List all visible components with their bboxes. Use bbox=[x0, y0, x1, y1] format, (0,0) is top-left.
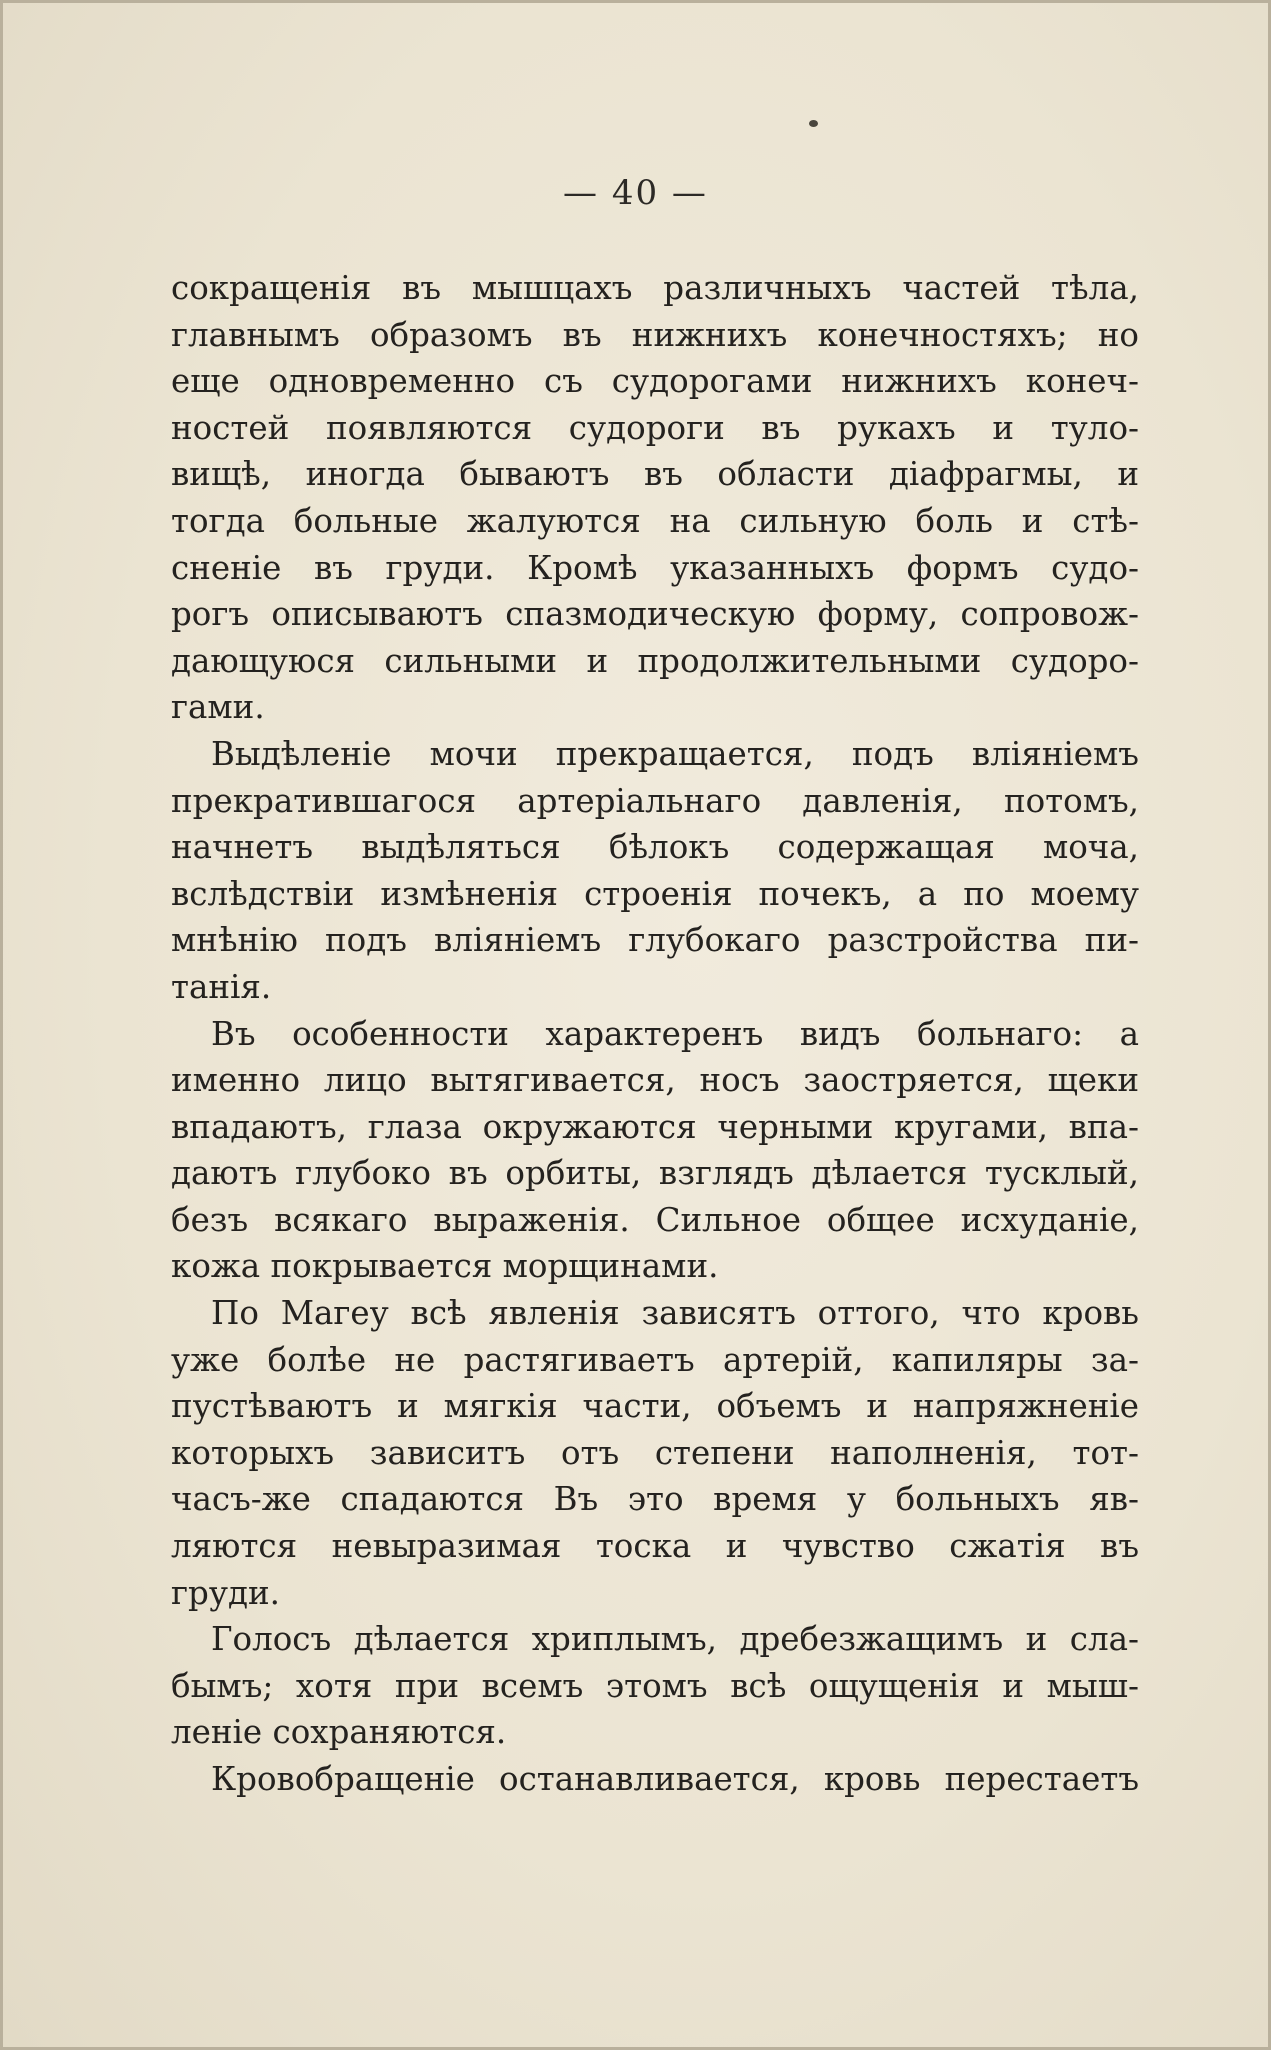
text-line: ностей появляются судороги въ рукахъ и туло- bbox=[171, 408, 1139, 447]
text-line: даютъ глубоко въ орбиты, взглядъ дѣлается тусклый, bbox=[171, 1154, 1139, 1193]
text-line: пустѣваютъ и мягкія части, объемъ и напряжненіе bbox=[171, 1387, 1139, 1426]
text-line: сокращенія въ мышцахъ различныхъ частей тѣла, bbox=[171, 269, 1139, 307]
text-line: уже болѣе не растягиваетъ артерій, капиляры за- bbox=[171, 1340, 1139, 1379]
paragraph bbox=[171, 1756, 1139, 1803]
text-line: ляются невыразимая тоска и чувство сжатія въ bbox=[171, 1527, 1139, 1566]
text-line: дающуюся сильными и продолжительными судоро- bbox=[171, 641, 1139, 680]
text-line: еще одновременно съ судорогами нижнихъ конеч- bbox=[171, 362, 1139, 401]
paragraph bbox=[171, 265, 1139, 731]
text-line: Кровобращеніе останавливается, кровь перестаетъ bbox=[211, 1760, 1139, 1798]
text-line: часъ-же спадаются Въ это время у больныхъ яв- bbox=[171, 1480, 1139, 1519]
paragraph bbox=[171, 1290, 1139, 1616]
text-line: вищѣ, иногда бываютъ въ области діафрагмы, и bbox=[171, 455, 1139, 494]
paragraph bbox=[171, 731, 1139, 1011]
paragraph bbox=[171, 1011, 1139, 1291]
text-line: гами. bbox=[171, 688, 265, 727]
text-line: кожа покрывается морщинами. bbox=[171, 1247, 719, 1286]
text-line: которыхъ зависитъ отъ степени наполненія, тот- bbox=[171, 1433, 1139, 1472]
ink-speck bbox=[809, 120, 818, 127]
paragraph bbox=[171, 1616, 1139, 1756]
text-line: главнымъ образомъ въ нижнихъ конечностяхъ; но bbox=[171, 315, 1139, 354]
text-line: вслѣдствіи измѣненія строенія почекъ, а по моему bbox=[171, 874, 1139, 913]
text-line: бымъ; хотя при всемъ этомъ всѣ ощущенія и мыш- bbox=[171, 1666, 1139, 1705]
text-line: груди. bbox=[171, 1573, 280, 1612]
text-line: По Магеу всѣ явленія зависятъ оттого, что кровь bbox=[211, 1294, 1139, 1333]
page-number: — 40 — bbox=[563, 173, 708, 213]
text-line: впадаютъ, глаза окружаются черными кругами, впа- bbox=[171, 1107, 1139, 1146]
text-line: Въ особенности характеренъ видъ больнаго: а bbox=[211, 1014, 1139, 1053]
text-line: танія. bbox=[171, 967, 272, 1006]
text-line: Выдѣленіе мочи прекращается, подъ вліяніемъ bbox=[211, 734, 1139, 773]
text-line: рогъ описываютъ спазмодическую форму, сопровож- bbox=[171, 595, 1139, 634]
text-line: сненіе въ груди. Кромѣ указанныхъ формъ судо- bbox=[171, 548, 1139, 587]
text-line: безъ всякаго выраженія. Сильное общее исхуданіе, bbox=[171, 1200, 1139, 1239]
text-line: начнетъ выдѣляться бѣлокъ содержащая моча, bbox=[171, 828, 1139, 867]
text-line: мнѣнію подъ вліяніемъ глубокаго разстройства пи- bbox=[171, 921, 1139, 960]
text-line: Голосъ дѣлается хриплымъ, дребезжащимъ и сла- bbox=[211, 1620, 1139, 1659]
text-line: прекратившагося артеріальнаго давленія, потомъ, bbox=[171, 781, 1139, 820]
body-text bbox=[171, 265, 1139, 1803]
text-line: тогда больные жалуются на сильную боль и стѣ- bbox=[171, 501, 1139, 540]
text-line: леніе сохраняются. bbox=[171, 1713, 507, 1752]
text-line: именно лицо вытягивается, носъ заостряется, щеки bbox=[171, 1061, 1139, 1100]
